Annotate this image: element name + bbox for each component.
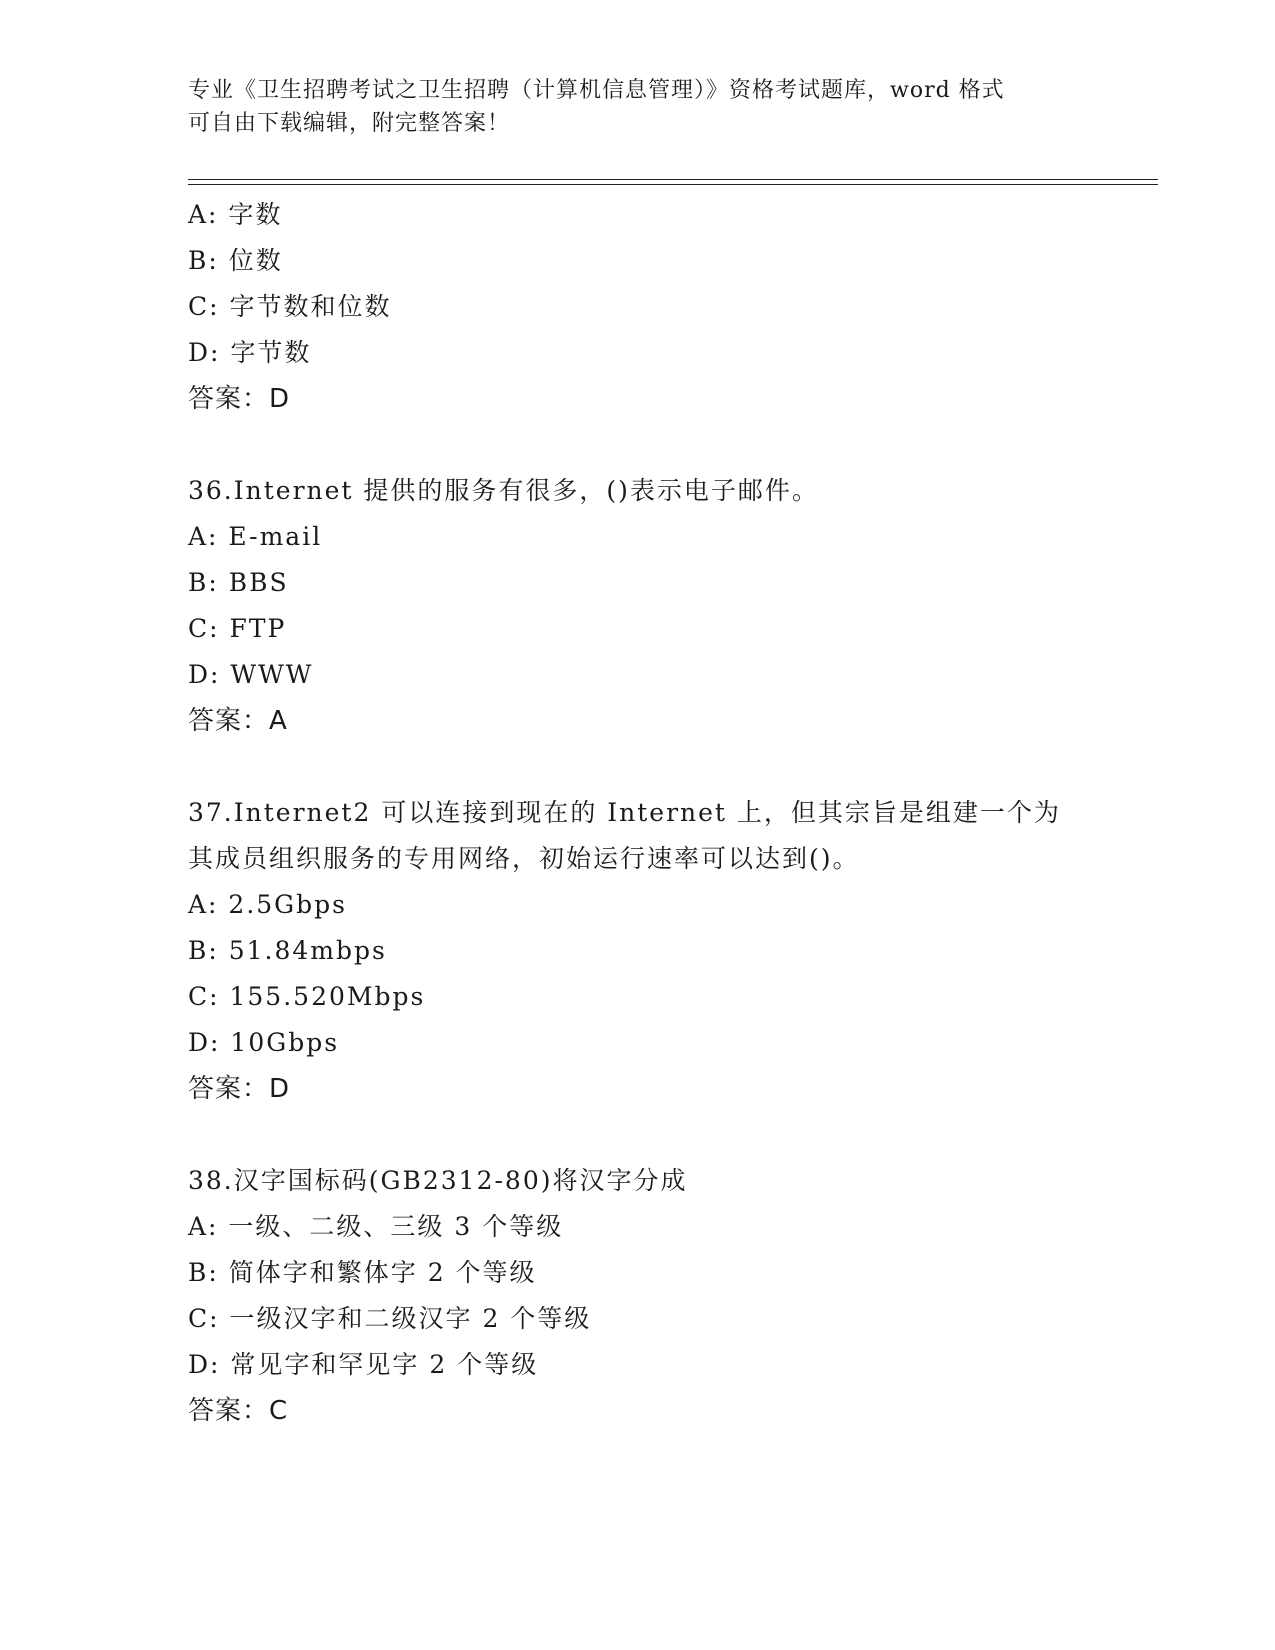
- option-c: C: 155.520Mbps: [188, 982, 426, 1011]
- option-b: B: 简体字和繁体字 2 个等级: [188, 1258, 537, 1287]
- question-text-line-1: 37.Internet2 可以连接到现在的 Internet 上，但其宗旨是组建一个为: [188, 798, 1061, 827]
- option-d: D: 10Gbps: [188, 1028, 340, 1057]
- question-35: [188, 192, 1128, 422]
- option-b: B: 51.84mbps: [188, 936, 387, 965]
- document-header: [188, 74, 1088, 140]
- option-a: A: 字数: [188, 200, 283, 229]
- spacer: [188, 744, 1128, 790]
- option-a: A: 一级、二级、三级 3 个等级: [188, 1212, 564, 1241]
- header-divider-bottom: [188, 184, 1158, 185]
- option-a: A: 2.5Gbps: [188, 890, 347, 919]
- option-d: D: WWW: [188, 660, 314, 689]
- question-36: [188, 468, 1128, 744]
- option-b: B: BBS: [188, 568, 289, 597]
- option-d: D: 常见字和罕见字 2 个等级: [188, 1350, 539, 1379]
- answer: 答案：D: [188, 1074, 291, 1104]
- question-text-line-2: 其成员组织服务的专用网络，初始运行速率可以达到()。: [188, 844, 860, 873]
- question-text: 36.Internet 提供的服务有很多，()表示电子邮件。: [188, 476, 819, 505]
- option-c: C: 一级汉字和二级汉字 2 个等级: [188, 1304, 592, 1333]
- option-b: B: 位数: [188, 246, 283, 275]
- spacer: [188, 422, 1128, 468]
- question-list: [188, 192, 1128, 1434]
- option-d: D: 字节数: [188, 338, 312, 367]
- option-c: C: FTP: [188, 614, 287, 643]
- question-38: [188, 1158, 1128, 1434]
- answer: 答案：D: [188, 384, 291, 414]
- header-line-2: 可自由下载编辑，附完整答案！: [188, 111, 511, 136]
- spacer: [188, 1112, 1128, 1158]
- header-divider-top: [188, 179, 1158, 180]
- answer: 答案：A: [188, 706, 288, 736]
- question-37: [188, 790, 1128, 1112]
- question-text: 38.汉字国标码(GB2312-80)将汉字分成: [188, 1166, 688, 1195]
- answer: 答案：C: [188, 1396, 289, 1426]
- option-c: C: 字节数和位数: [188, 292, 392, 321]
- option-a: A: E-mail: [188, 522, 323, 551]
- header-line-1: 专业《卫生招聘考试之卫生招聘（计算机信息管理）》资格考试题库，word 格式: [188, 78, 1005, 103]
